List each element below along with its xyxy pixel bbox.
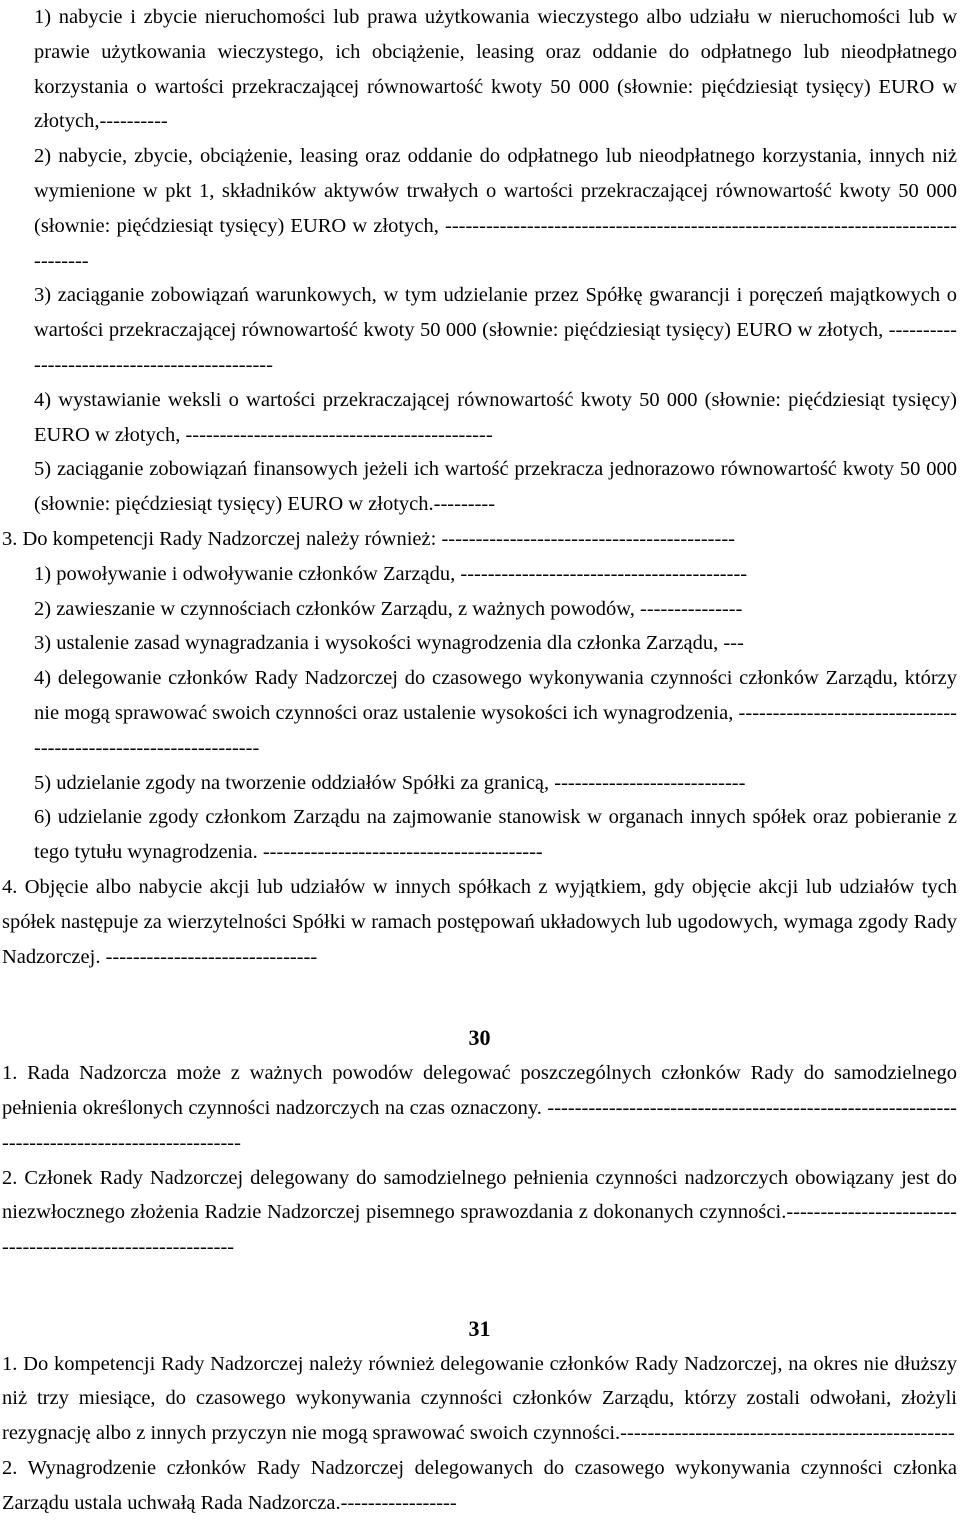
paragraph-4: 4. Objęcie albo nabycie akcji lub udziałów w innych spółkach z wyjątkiem, gdy objęcie akcji lub udziałów tych spółek następuje za wierzytelności Spółki w ramach postępowań układowych lub ugodowych, wymaga zgody Rady Nadzorczej. ------------------------------- [2,875,957,968]
list-item: 6) udzielanie zgody członkom Zarządu na zajmowanie stanowisk w organach innych spółek oraz pobieranie z tego tytułu wynagrodzenia. ----------------------------------------- [34,806,957,864]
list-item: 2) zawieszanie w czynnościach członków Zarządu, z ważnych powodów, --------------- [34,597,743,620]
list-item: 5) zaciąganie zobowiązań finansowych jeżeli ich wartość przekracza jednorazowo równowartość kwoty 50 000 (słownie: pięćdziesiąt tysięcy) EURO w złotych.--------- [34,458,957,516]
list-item: 4) delegowanie członków Rady Nadzorczej do czasowego wykonywania czynności członków Zarządu, którzy nie mogą sprawować swoich czynności oraz ustalenie wysokości ich wynagrodzenia, ----------------------------------------------------------------- [34,667,957,759]
list-par3 [2,557,957,870]
list-item: 5) udzielanie zgody na tworzenie oddziałów Spółki za granicą, ---------------------------- [34,771,746,794]
list-item: 3) ustalenie zasad wynagradzania i wysokości wynagrodzenia dla członka Zarządu, --- [34,632,744,655]
section-31-paragraph-1: 1. Do kompetencji Rady Nadzorczej należy również delegowanie członków Rady Nadzorczej, na okres nie dłuższy niż trzy miesiące, do czasowego wykonywania czynności członków Zarządu, którzy zostali odwołani, złożyli rezygnację albo z innych przyczyn nie mogą sprawować swoich czynności.------------------------------------------------- [2,1352,957,1445]
list-item: 3) zaciąganie zobowiązań warunkowych, w tym udzielanie przez Spółkę gwarancji i poręczeń majątkowych o wartości przekraczającej równowartość kwoty 50 000 (słownie: pięćdziesiąt tysięcy) EURO w złotych, --------------------------------------------- [34,284,957,376]
section-30-paragraph-1: 1. Rada Nadzorcza może z ważnych powodów delegować poszczególnych członków Rady do samodzielnego pełnienia określonych czynności nadzorczych na czas oznaczony. ----------------------------------------------------------------------------------------------- [2,1062,957,1154]
section-heading-31: 31 [468,1315,491,1341]
paragraph-3-intro: 3. Do kompetencji Rady Nadzorczej należy również: ------------------------------------------- [2,527,735,550]
list-item: 1) nabycie i zbycie nieruchomości lub prawa użytkowania wieczystego albo udziału w nieruchomości lub w prawie użytkowania wieczystego, ich obciążenie, leasing oraz oddanie do odpłatnego lub nieodpłatnego korzystania o wartości przekraczającej równowartość kwoty 50 000 (słownie: pięćdziesiąt tysięcy) EURO w złotych,---------- [34,6,957,133]
section-spacer [2,974,957,1019]
section-spacer [2,1265,957,1310]
list-item: 4) wystawianie weksli o wartości przekraczającej równowartość kwoty 50 000 (słownie: pięćdziesiąt tysięcy) EURO w złotych, --------------------------------------------- [34,388,957,446]
section-30-paragraph-2: 2. Członek Rady Nadzorczej delegowany do samodzielnego pełnienia czynności nadzorczych obowiązany jest do niezwłocznego złożenia Radzie Nadzorczej pisemnego sprawozdania z dokonanych czynności.----------------------------------------------------------- [2,1166,957,1259]
section-31-paragraph-2: 2. Wynagrodzenie członków Rady Nadzorczej delegowanych do czasowego wykonywania czynności członka Zarządu ustala uchwałą Rada Nadzorcza.----------------- [2,1457,957,1514]
section-heading-30: 30 [468,1025,491,1051]
list-item: 2) nabycie, zbycie, obciążenie, leasing oraz oddanie do odpłatnego lub nieodpłatnego korzystania, innych niż wymienione w pkt 1, składników aktywów trwałych o wartości przekraczającej równowartość kwoty 50 000 (słownie: pięćdziesiąt tysięcy) EURO w złotych, ----------------------------------------------------------------------------------- [34,145,957,272]
list-par2 [2,0,957,522]
list-item: 1) powoływanie i odwoływanie członków Zarządu, ------------------------------------------ [34,562,748,585]
